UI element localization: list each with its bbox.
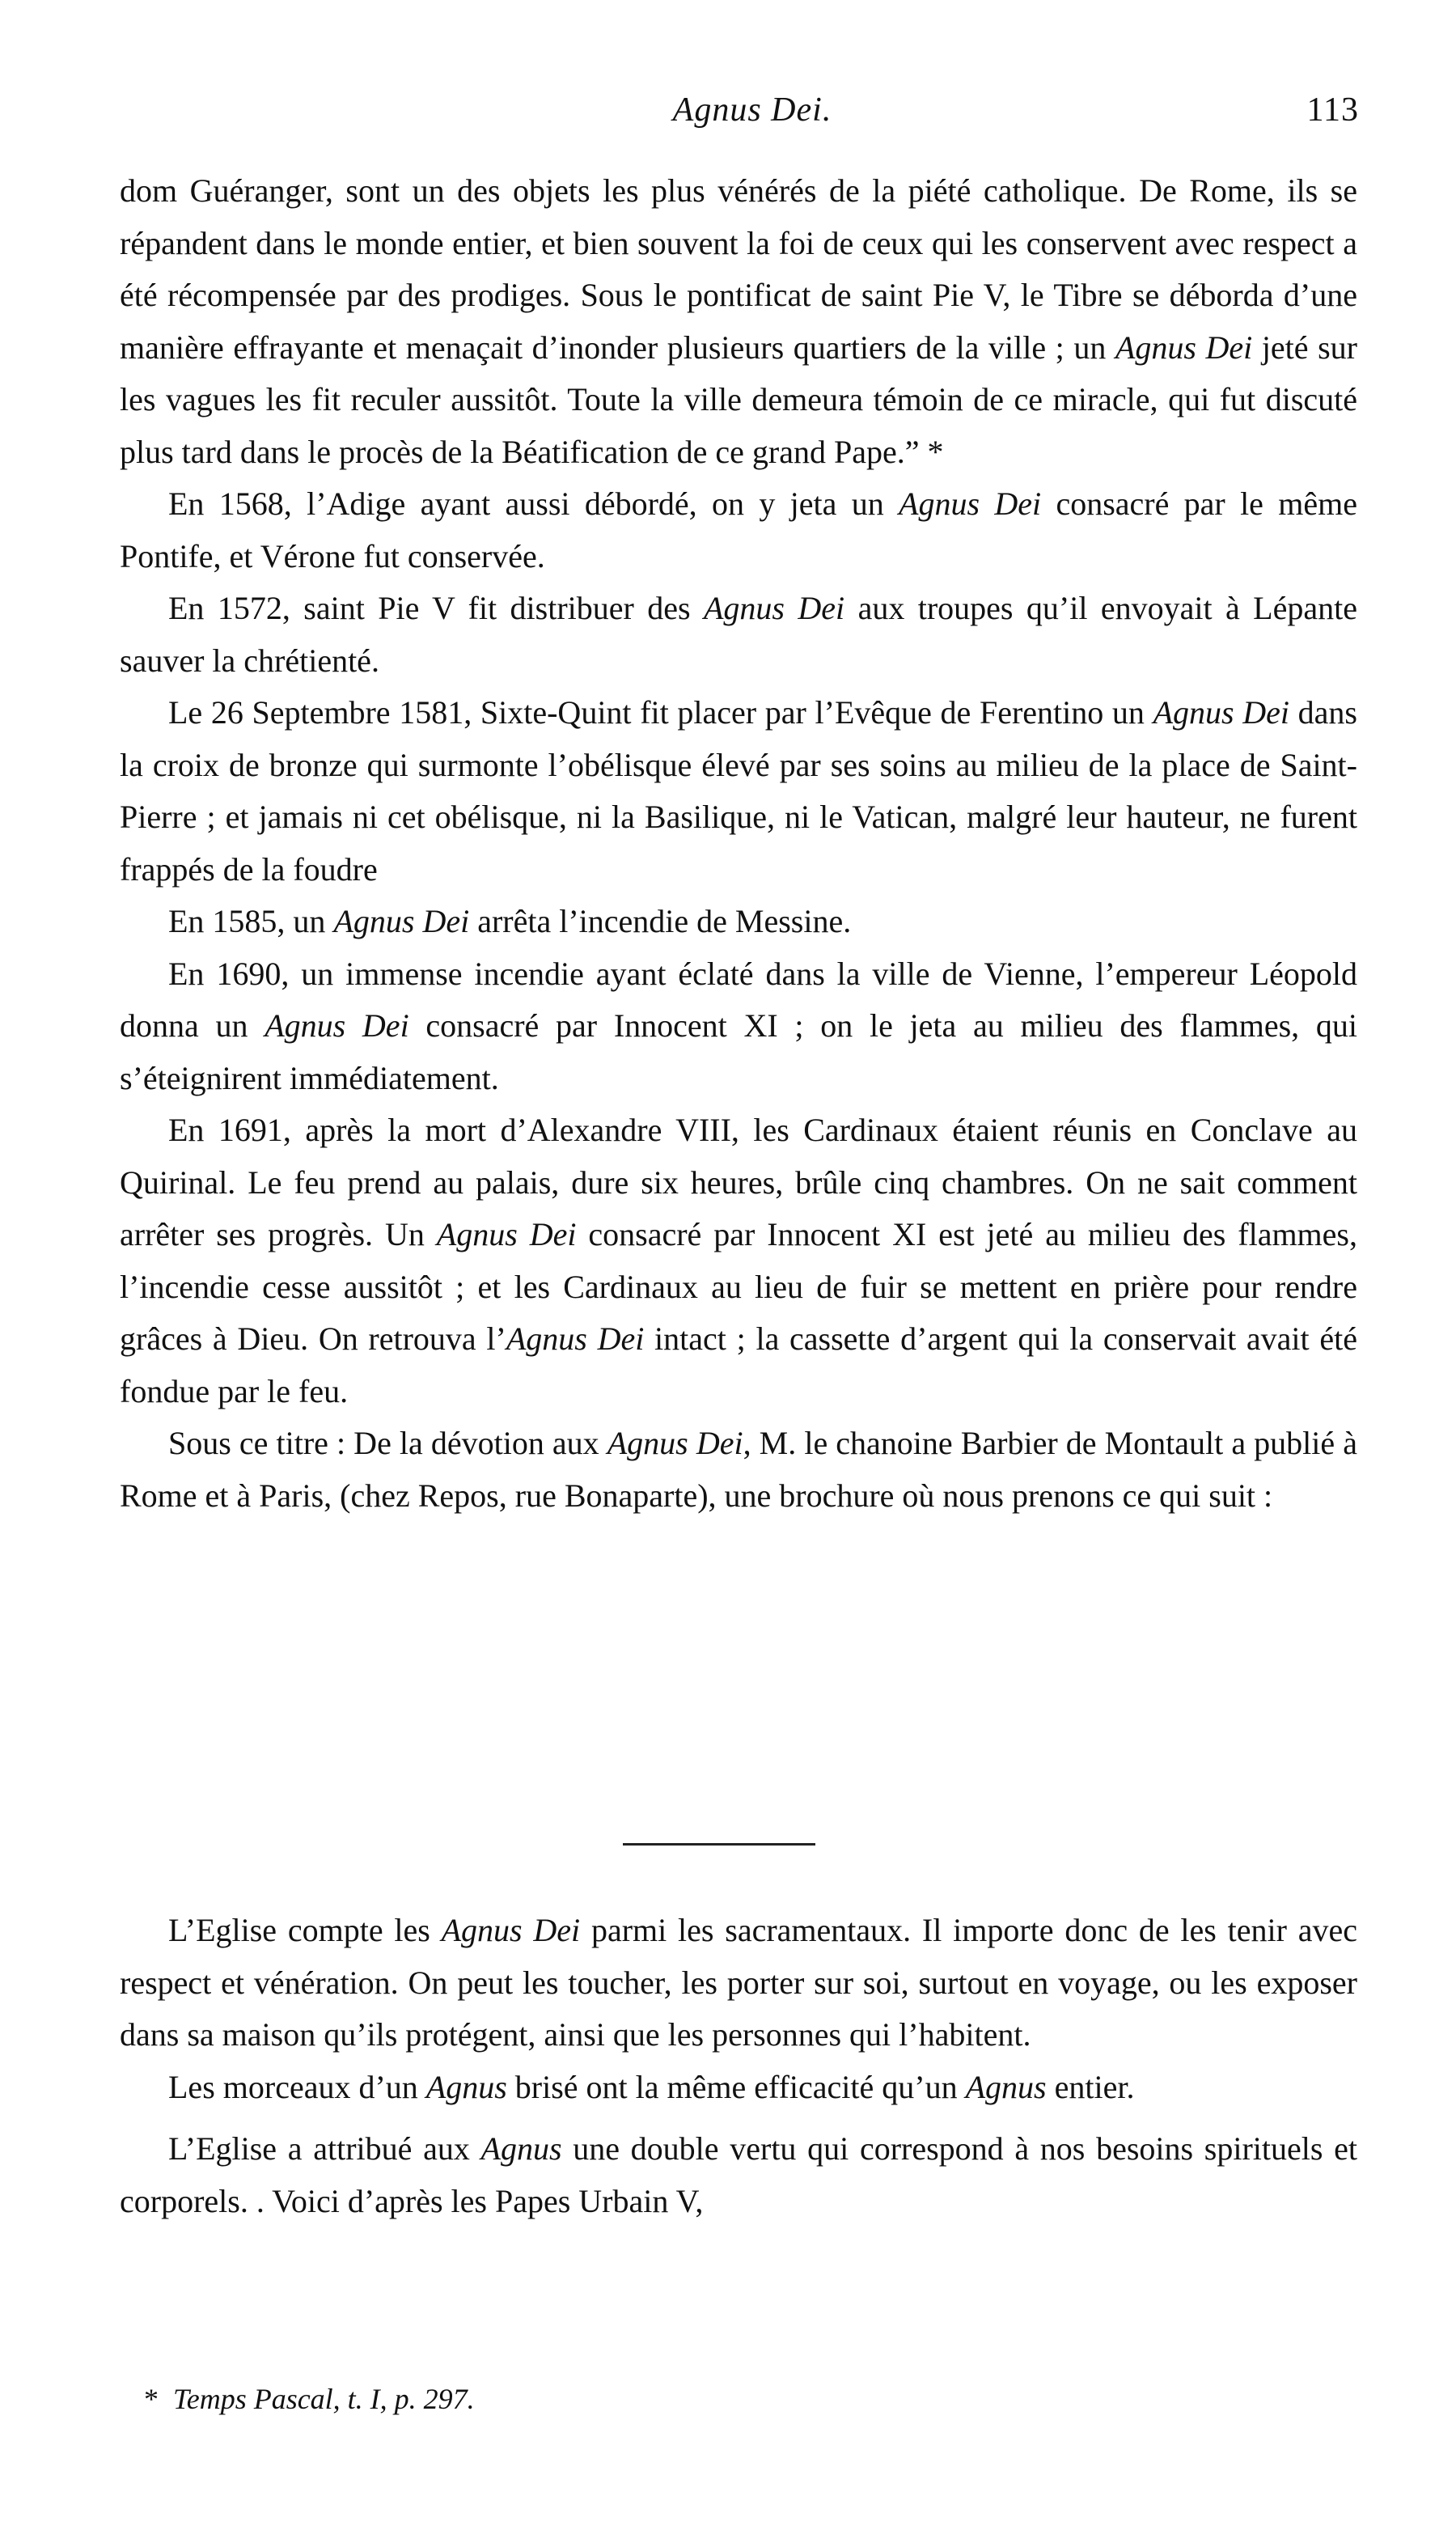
text-run: En 1691, après la mort d’Alexandre VIII, les Cardinaux étaient réunis en Conclave au Quirinal. Le feu prend au palais, dure six heures, brûle cinq chambres. On ne sait comment arrêter ses progrès. Un xyxy=(120,1112,1357,1252)
italic-term: Agnus Dei xyxy=(265,1007,409,1044)
page-number: 113 xyxy=(1306,91,1359,129)
text-run: , M. le chanoine Barbier de Montault a publié à Rome et à Paris, (chez Repos, rue Bonaparte), une brochure où nous prenons ce qui suit : xyxy=(120,1425,1357,1514)
quoted-excerpt xyxy=(120,1905,1357,2227)
text-run: dans la croix de bronze qui surmonte l’obélisque élevé par ses soins au milieu de la place de Saint-Pierre ; et jamais ni cet obélisque, ni la Basilique, ni le Vatican, malgré leur hauteur, ne furent frappés de la foudre xyxy=(120,694,1357,888)
italic-term: Agnus xyxy=(480,2130,562,2167)
paragraph xyxy=(120,1418,1357,1522)
text-run: En 1572, saint Pie V fit distribuer des xyxy=(168,590,704,626)
paragraph xyxy=(120,687,1357,896)
page-header xyxy=(146,91,1359,139)
paragraph xyxy=(120,478,1357,583)
italic-term: Agnus Dei xyxy=(436,1216,577,1252)
paragraph xyxy=(120,896,1357,948)
text-run: parmi les sacramentaux. Il importe donc de les tenir avec respect et vénération. On peut les toucher, les porter sur soi, surtout en voyage, ou les exposer dans sa maison qu’ils protégent, ainsi que les personnes qui l’habitent. xyxy=(120,1912,1358,2053)
paragraph xyxy=(120,948,1357,1105)
italic-term: Agnus Dei xyxy=(607,1425,743,1461)
main-text xyxy=(120,165,1357,1522)
text-run: L’Eglise a attribué aux xyxy=(168,2130,481,2167)
footnote-text: Temps Pascal, t. I, p. 297. xyxy=(173,2383,475,2415)
text-run: intact ; la cassette d’argent qui la conservait avait été fondue par le feu. xyxy=(120,1320,1357,1409)
text-run: consacré par Innocent XI ; on le jeta au milieu des flammes, qui s’éteignirent immédiatement. xyxy=(120,1007,1357,1096)
text-run: aux troupes qu’il envoyait à Lépante sauver la chrétienté. xyxy=(120,590,1357,679)
text-run: jeté sur les vagues les fit reculer aussitôt. Toute la ville demeura témoin de ce miracle, qui fut discuté plus tard dans le procès de la Béatification de ce grand Pape.” * xyxy=(120,328,1358,470)
italic-term: Agnus Dei xyxy=(441,1912,581,1948)
paragraph xyxy=(120,1104,1357,1418)
italic-term: Agnus Dei xyxy=(333,903,470,939)
text-run: arrêta l’incendie de Messine. xyxy=(469,903,852,939)
italic-term: Agnus Dei xyxy=(899,485,1042,522)
italic-term: Agnus xyxy=(425,2068,507,2105)
text-run: entier. xyxy=(1046,2068,1135,2105)
paragraph xyxy=(120,2123,1357,2227)
text-run: brisé ont la même efficacité qu’un xyxy=(506,2068,966,2105)
italic-term: Agnus Dei xyxy=(1115,328,1253,366)
text-run: L’Eglise compte les xyxy=(168,1912,442,1948)
text-run: dom Guéranger, sont un des objets les plus vénérés de la piété catholique. De Rome, ils se répandent dans le monde entier, et bien souvent la foi de ceux qui les conservent avec respect a été récompensée par des prodiges. Sous le pontificat de saint Pie V, le Tibre se déborda d’une manière effrayante et menaçait d’inonder plusieurs quartiers de la ville ; un xyxy=(120,172,1357,366)
text-run: En 1585, un xyxy=(168,903,334,939)
italic-term: Agnus xyxy=(965,2068,1047,2105)
text-run: Le 26 Septembre 1581, Sixte-Quint fit placer par l’Evêque de Ferentino un xyxy=(168,694,1153,731)
footnote xyxy=(144,2382,475,2416)
italic-term: Agnus Dei xyxy=(704,590,845,626)
paragraph xyxy=(120,1905,1357,2062)
italic-term: Agnus Dei xyxy=(506,1320,645,1357)
footnote-mark: * xyxy=(144,2383,159,2415)
text-run: consacré par Innocent XI est jeté au milieu des flammes, l’incendie cesse aussitôt ; et les Cardinaux au lieu de fuir se mettent en prière pour rendre grâces à Dieu. On retrouva l’ xyxy=(120,1216,1357,1357)
text-run: En 1568, l’Adige ayant aussi débordé, on y jeta un xyxy=(168,485,899,522)
text-run: Les morceaux d’un xyxy=(168,2068,426,2105)
section-separator xyxy=(623,1843,815,1846)
text-run: En 1690, un immense incendie ayant éclaté dans la ville de Vienne, l’empereur Léopold donna un xyxy=(120,955,1357,1044)
running-title: Agnus Dei. xyxy=(672,91,832,129)
text-run: Sous ce titre : De la dévotion aux xyxy=(168,1425,607,1461)
paragraph xyxy=(120,2062,1357,2114)
paragraph xyxy=(120,165,1357,478)
italic-term: Agnus Dei xyxy=(1153,694,1289,731)
paragraph xyxy=(120,583,1357,687)
text-run: une double vertu qui correspond à nos besoins spirituels et corporels. . Voici d’après les Papes Urbain V, xyxy=(120,2130,1357,2219)
text-run: consacré par le même Pontife, et Vérone fut conservée. xyxy=(120,485,1357,574)
